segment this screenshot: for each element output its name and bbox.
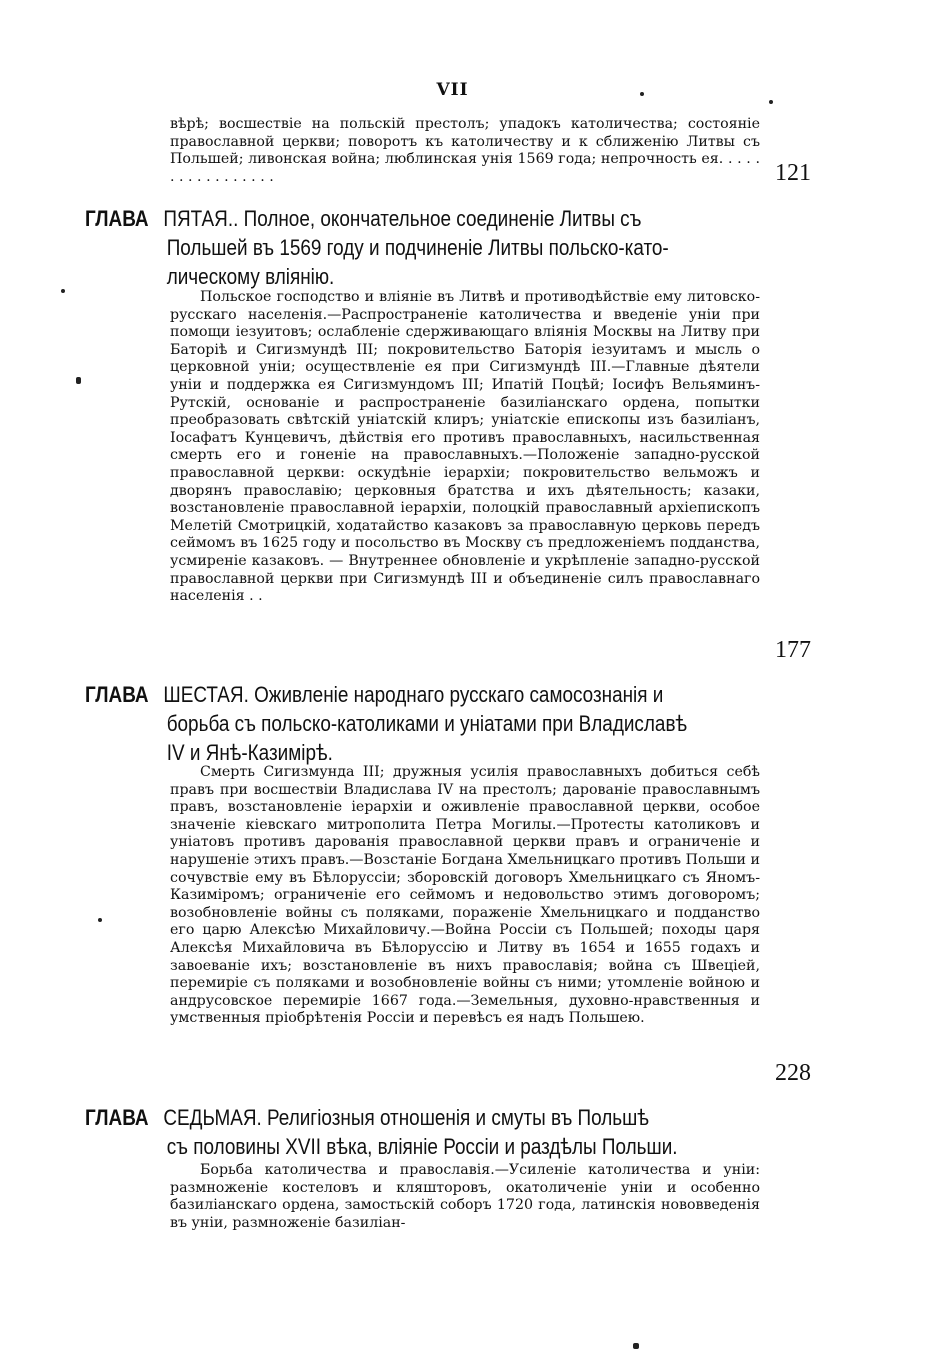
chapter-6-heading (85, 680, 688, 767)
scan-speck (76, 377, 81, 384)
page-ref-177: 177 (775, 637, 811, 663)
scan-speck (98, 918, 102, 922)
chapter-label: ГЛАВА (85, 206, 149, 231)
page-ref-228: 228 (775, 1060, 811, 1086)
chapter-7-summary: Борьба католичества и православія.—Усиленіе католичества и уніи: размноженіе костеловъ и кляшторовъ, окатоличеніе уніи и особенно базиліанскаго ордена, замостьскій соборъ 1720 года, латинскія нововведенія въ уніи, размноженіе базиліан- (170, 1162, 760, 1231)
chapter-title-line: IV и Янѣ-Казимірѣ. (166, 740, 333, 765)
chapter-title-line: борьба съ польско-католиками и уніатами при Владиславѣ (166, 711, 688, 736)
chapter-5-summary: Польское господство и вліяніе въ Литвѣ и противодѣйствіе ему литовско-русскаго населенія.—Распространеніе католичества и введеніе уніи при помощи іезуитовъ; ослабленіе сдерживающаго вліянія Москвы на Литву при Баторіѣ и Сигизмундѣ III; покровительство Баторія іезуитамъ и мысль о церковной уніи; осуществленіе ея при Сигизмундѣ III.—Главные дѣятели уніи и поддержка ея Сигизмундомъ III; Ипатій Поцѣй; Іосифъ Вельяминъ-Рутскій, основаніе и распространеніе базиліанскаго ордена, попытки преобразовать свѣтскій уніатскій клиръ; уніатскіе епископы изъ базиліанъ, Іосафатъ Кунцевичъ, дѣйствія его противъ православныхъ, насильственная смерть его и гоненіе на православныхъ.—Положеніе западно-русской православной церкви: оскудѣніе іерархіи; покровительство вельможъ и дворянъ православію; церковныя братства и ихъ дѣятельность; казаки, возстановленіе православной іерархіи, полоцкій православный архіепископъ Мелетій Смотрицкій, ходатайство казаковъ за православную церковь передъ сеймомъ въ 1625 году и посольство въ Москву съ предложеніемъ подданства, усмиреніе казаковъ. — Внутреннее обновленіе и укрѣпленіе западно-русской православной церкви при Сигизмундѣ III и объединеніе силъ православнаго населенія . . (170, 289, 760, 605)
chapter-5-heading (85, 204, 670, 291)
chapter-title-line: съ половины XVII вѣка, вліяніе Россіи и раздѣлы Польши. (166, 1134, 678, 1159)
intro-paragraph: вѣрѣ; восшествіе на польскій престолъ; упадокъ католичества; состояніе православной церкви; поворотъ къ католичеству и к сближенію Литвы съ Польшей; ливонская война; люблинская унія 1569 года; непрочность ея. . . . . . . . . . . . . . . . . (170, 116, 760, 185)
scan-speck (769, 100, 773, 104)
scan-speck (640, 92, 644, 96)
page-ref-121: 121 (775, 160, 811, 186)
scan-speck (633, 1343, 639, 1349)
chapter-title-line: Польшей въ 1569 году и подчиненіе Литвы польско-като- (166, 235, 669, 260)
chapter-6-summary: Смерть Сигизмунда III; дружныя усилія православныхъ добиться себѣ правъ при восшествіи Владислава IV на престолъ; дарованіе православнымъ правъ, возстановленіе іерархіи и оживленіе православной церкви, особое значеніе кіевскаго митрополита Петра Могилы.—Протесты католиковъ и уніатовъ противъ дарованія православной церкви правъ и ограниченіе и нарушеніе этихъ правъ.—Возстаніе Богдана Хмельницкаго противъ Польши и сочувствіе ему въ Бѣлоруссіи; зборовскій договоръ Хмельницкаго съ Яномъ-Казиміромъ; ограниченіе его сеймомъ и недовольство этимъ договоромъ; возобновленіе войны съ поляками, пораженіе Хмельницкаго и подданство его царю Алексѣю Михайловичу.—Война Россіи съ Польшей; походы царя Алексѣя Михайловича въ Бѣлоруссію и Литву въ 1654 и 1655 годахъ и завоеваніе ихъ; возстановленіе въ нихъ православія; война съ Швеціей, перемиріе съ поляками и возобновленіе войны съ ними; утомленіе войною и андрусовское перемиріе 1667 года.—Земельныя, духовно-нравственныя и умственныя пріобрѣтенія Россіи и перевѣсъ ея надъ Польшею. (170, 764, 760, 1027)
chapter-title-line: лическому вліянію. (166, 264, 335, 289)
chapter-title-line: СЕДЬМАЯ. Религіозныя отношенія и смуты въ Польшѣ (163, 1105, 649, 1130)
chapter-label: ГЛАВА (85, 682, 149, 707)
chapter-7-heading (85, 1103, 678, 1161)
scan-speck (61, 289, 65, 293)
page-number: VII (436, 80, 469, 100)
chapter-title-line: ПЯТАЯ.. Полное, окончательное соединеніе Литвы съ (163, 206, 642, 231)
chapter-title-line: ШЕСТАЯ. Оживленіе народнаго русскаго самосознанія и (163, 682, 664, 707)
chapter-label: ГЛАВА (85, 1105, 149, 1130)
